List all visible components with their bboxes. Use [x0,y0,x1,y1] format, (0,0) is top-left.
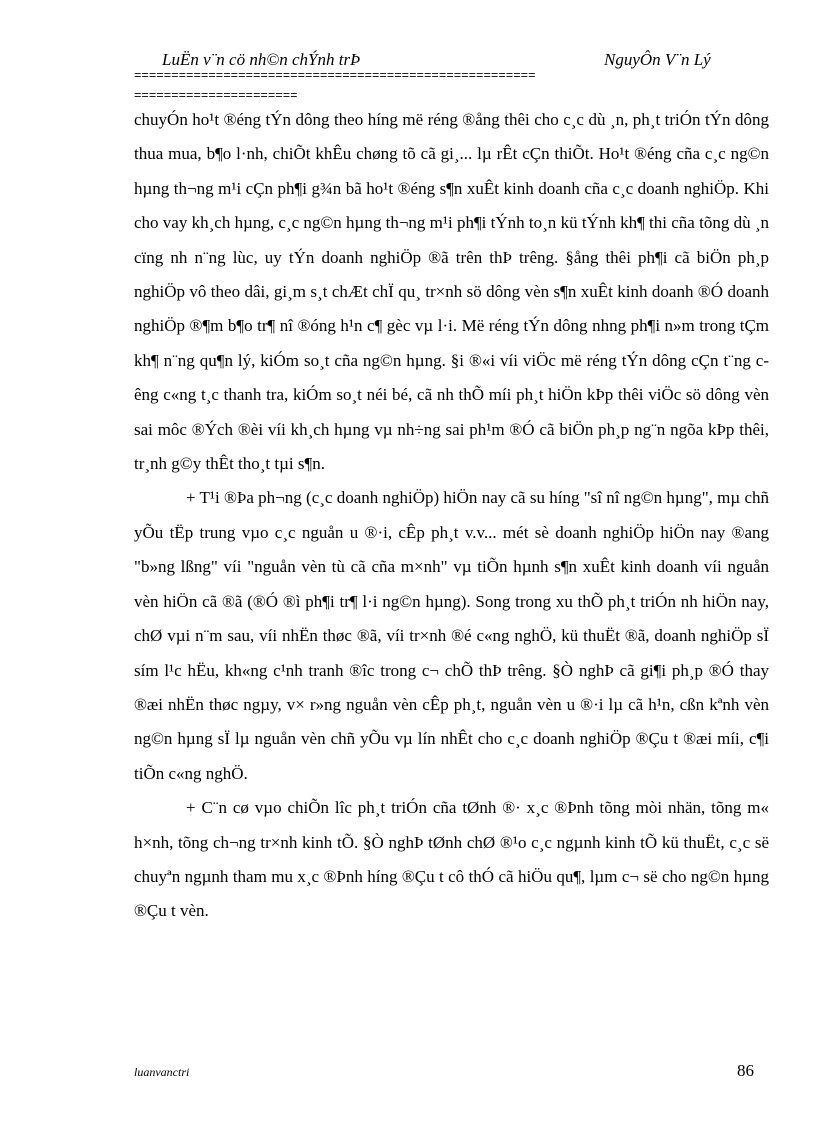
paragraph-1: chuyÓn ho¹t ®éng tÝn dông theo híng më réng ®ång thêi cho c¸c dù ¸n, ph¸t triÓn tÝn dông thua mua, b¶o l·nh, chiÕt khÊu chøng tõ cã gi¸... lµ rÊt cÇn thiÕt. Ho¹t ®éng cña c¸c ng©n hµng th¬ng m¹i cÇn ph¶i g¾n bã ho¹t ®éng s¶n xuÊt kinh doanh cña c¸c doanh nghiÖp. Khi cho vay kh¸ch hµng, c¸c ng©n hµng th¬ng m¹i ph¶i tÝnh to¸n kü tÝnh kh¶ thi cña tõng dù ¸n cïng nh n¨ng lùc, uy tÝn doanh nghiÖp ®ã trên thÞ trêng. §ång thêi ph¶i cã biÖn ph¸p nghiÖp vô theo dâi, gi¸m s¸t chÆt chÏ qu¸ tr×nh sö dông vèn s¶n xuÊt kinh doanh ®Ó doanh nghiÖp ®¶m b¶o tr¶ nî ®óng h¹n c¶ gèc vµ l·i. Më réng tÝn dông nhng ph¶i n»m trong tÇm kh¶ n¨ng qu¶n lý, kiÓm so¸t cña ng©n hµng. §i ®«i víi viÖc më réng tÝn dông cÇn t¨ng cêng c«ng t¸c thanh tra, kiÓm so¸t néi bé, cã nh thÕ míi ph¸t hiÖn kÞp thêi viÖc sö dông vèn sai môc ®Ých ®èi víi kh¸ch hµng vµ nh÷ng sai ph¹m ®Ó cã biÖn ph¸p ng¨n ngõa kÞp thêi, tr¸nh g©y thÊt tho¸t tµi s¶n. [134,110,769,474]
page-number: 86 [737,1061,754,1080]
header-rule-line-2: ====================== [134,89,298,103]
paragraph-2: + T¹i ®Þa ph¬ng (c¸c doanh nghiÖp) hiÖn nay cã su híng "sî nî ng©n hµng", mµ chñ yÕu tËp trung vµo c¸c nguån u ®·i, cÊp ph¸t v.v... mét sè doanh nghiÖp hiÖn nay ®ang "b»ng lßng" víi "nguån vèn tù cã cña m×nh" vµ tiÕn hµnh s¶n xuÊt kinh doanh víi nguån vèn hiÖn cã ®ã (®Ó ®ì ph¶i tr¶ l·i ng©n hµng). Song trong xu thÕ ph¸t triÓn nh hiÖn nay, chØ vµi n¨m sau, víi nhËn thøc ®ã, víi tr×nh ®é c«ng nghÖ, kü thuËt ®ã, doanh nghiÖp sÏ sím l¹c hËu, kh«ng c¹nh tranh ®îc trong c¬ chÕ thÞ trêng. §Ò nghÞ cã gi¶i ph¸p ®Ó thay ®æi nhËn thøc ngµy, v× r»ng nguån vèn cÊp ph¸t, nguån vèn u ®·i lµ cã h¹n, cßn kªnh vèn ng©n hµng sÏ lµ nguån vèn chñ yÕu vµ lín nhÊt cho c¸c doanh nghiÖp ®Çu t ®æi míi, c¶i tiÕn c«ng nghÖ. [134,488,769,783]
header-title: LuËn v¨n cö nh©n chÝnh trÞ [162,50,361,69]
body-text [134,103,769,929]
header-rule-line-1: ====================================================== [134,69,536,83]
paragraph-3: + C¨n cø vµo chiÕn lîc ph¸t triÓn cña tØnh ®· x¸c ®Þnh tõng mòi nhän, tõng m« h×nh, tõng ch¬ng tr×nh kinh tÕ. §Ò nghÞ tØnh chØ ®¹o c¸c ngµnh kinh tÕ kü thuËt, c¸c së chuyªn ngµnh tham mu x¸c ®Þnh híng ®Çu t cô thÓ cã hiÖu qu¶, lµm c¬ së cho ng©n hµng ®Çu t vèn. [134,798,769,921]
header-author: NguyÔn V¨n Lý [604,50,711,69]
footer-site-label: luanvanctri [134,1065,190,1079]
